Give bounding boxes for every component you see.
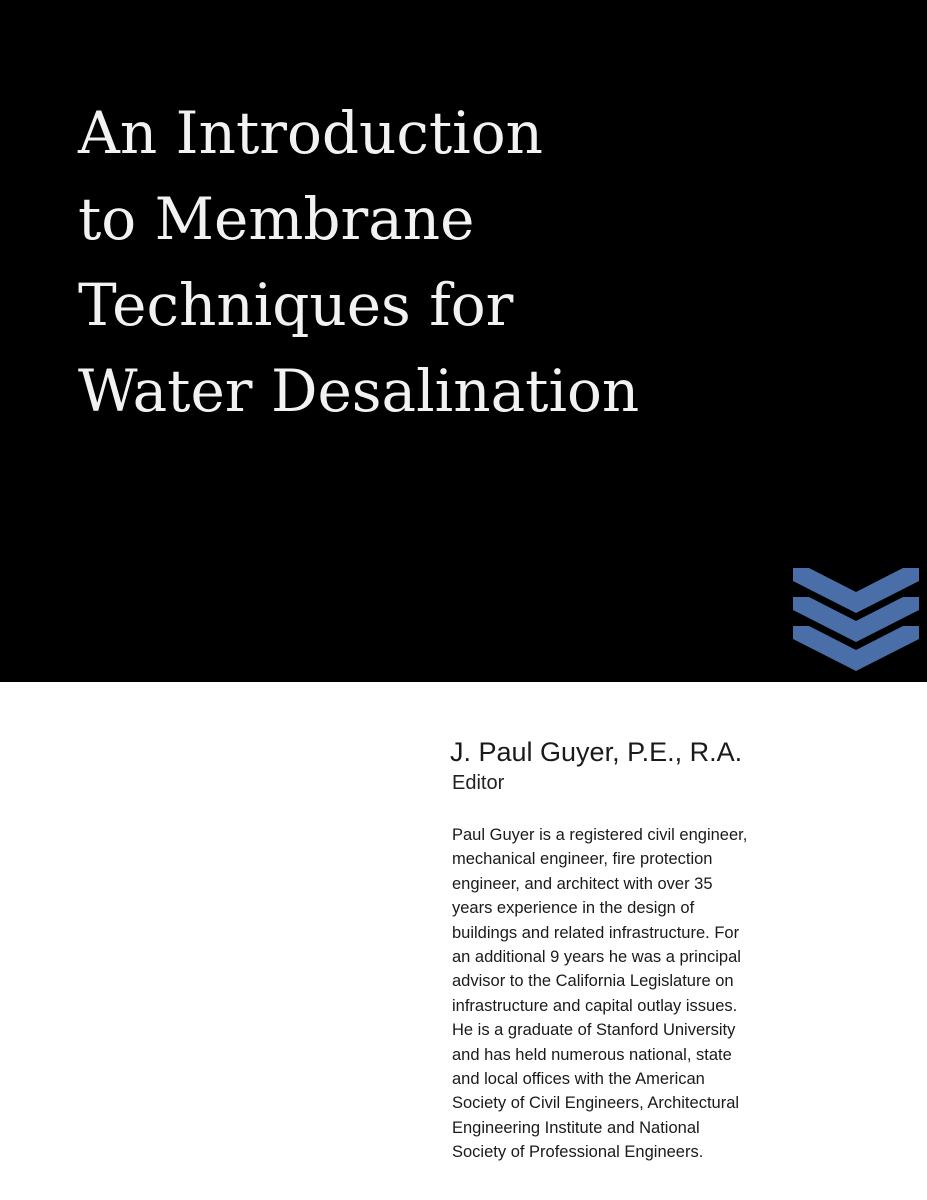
bio-line: and local offices with the American bbox=[452, 1070, 705, 1089]
bio-line: engineer, and architect with over 35 bbox=[452, 874, 713, 893]
title-line-2: to Membrane bbox=[78, 185, 475, 253]
triple-chevron-down-icon bbox=[793, 562, 919, 672]
author-bio bbox=[452, 823, 852, 1165]
bio-line: infrastructure and capital outlay issues. bbox=[452, 996, 738, 1015]
bio-line: Society of Professional Engineers. bbox=[452, 1143, 704, 1162]
bio-line: Paul Guyer is a registered civil engineer, bbox=[452, 826, 748, 844]
author-role: Editor bbox=[452, 772, 505, 794]
bio-line: He is a graduate of Stanford University bbox=[452, 1021, 736, 1040]
bio-line: years experience in the design of bbox=[452, 899, 695, 918]
bio-line: Society of Civil Engineers, Architectural bbox=[452, 1094, 740, 1113]
bio-line: an additional 9 years he was a principal bbox=[452, 948, 741, 967]
bio-line: Engineering Institute and National bbox=[452, 1118, 700, 1137]
title-line-1: An Introduction bbox=[78, 99, 543, 167]
bio-line: mechanical engineer, fire protection bbox=[452, 850, 713, 869]
bio-line: buildings and related infrastructure. For bbox=[452, 923, 740, 942]
title-line-4: Water Desalination bbox=[78, 357, 640, 425]
title-line-3: Techniques for bbox=[78, 271, 514, 339]
bio-line: advisor to the California Legislature on bbox=[452, 972, 734, 991]
bio-line: and has held numerous national, state bbox=[452, 1045, 732, 1064]
book-title bbox=[78, 90, 858, 434]
author-name: J. Paul Guyer, P.E., R.A. bbox=[450, 737, 743, 767]
